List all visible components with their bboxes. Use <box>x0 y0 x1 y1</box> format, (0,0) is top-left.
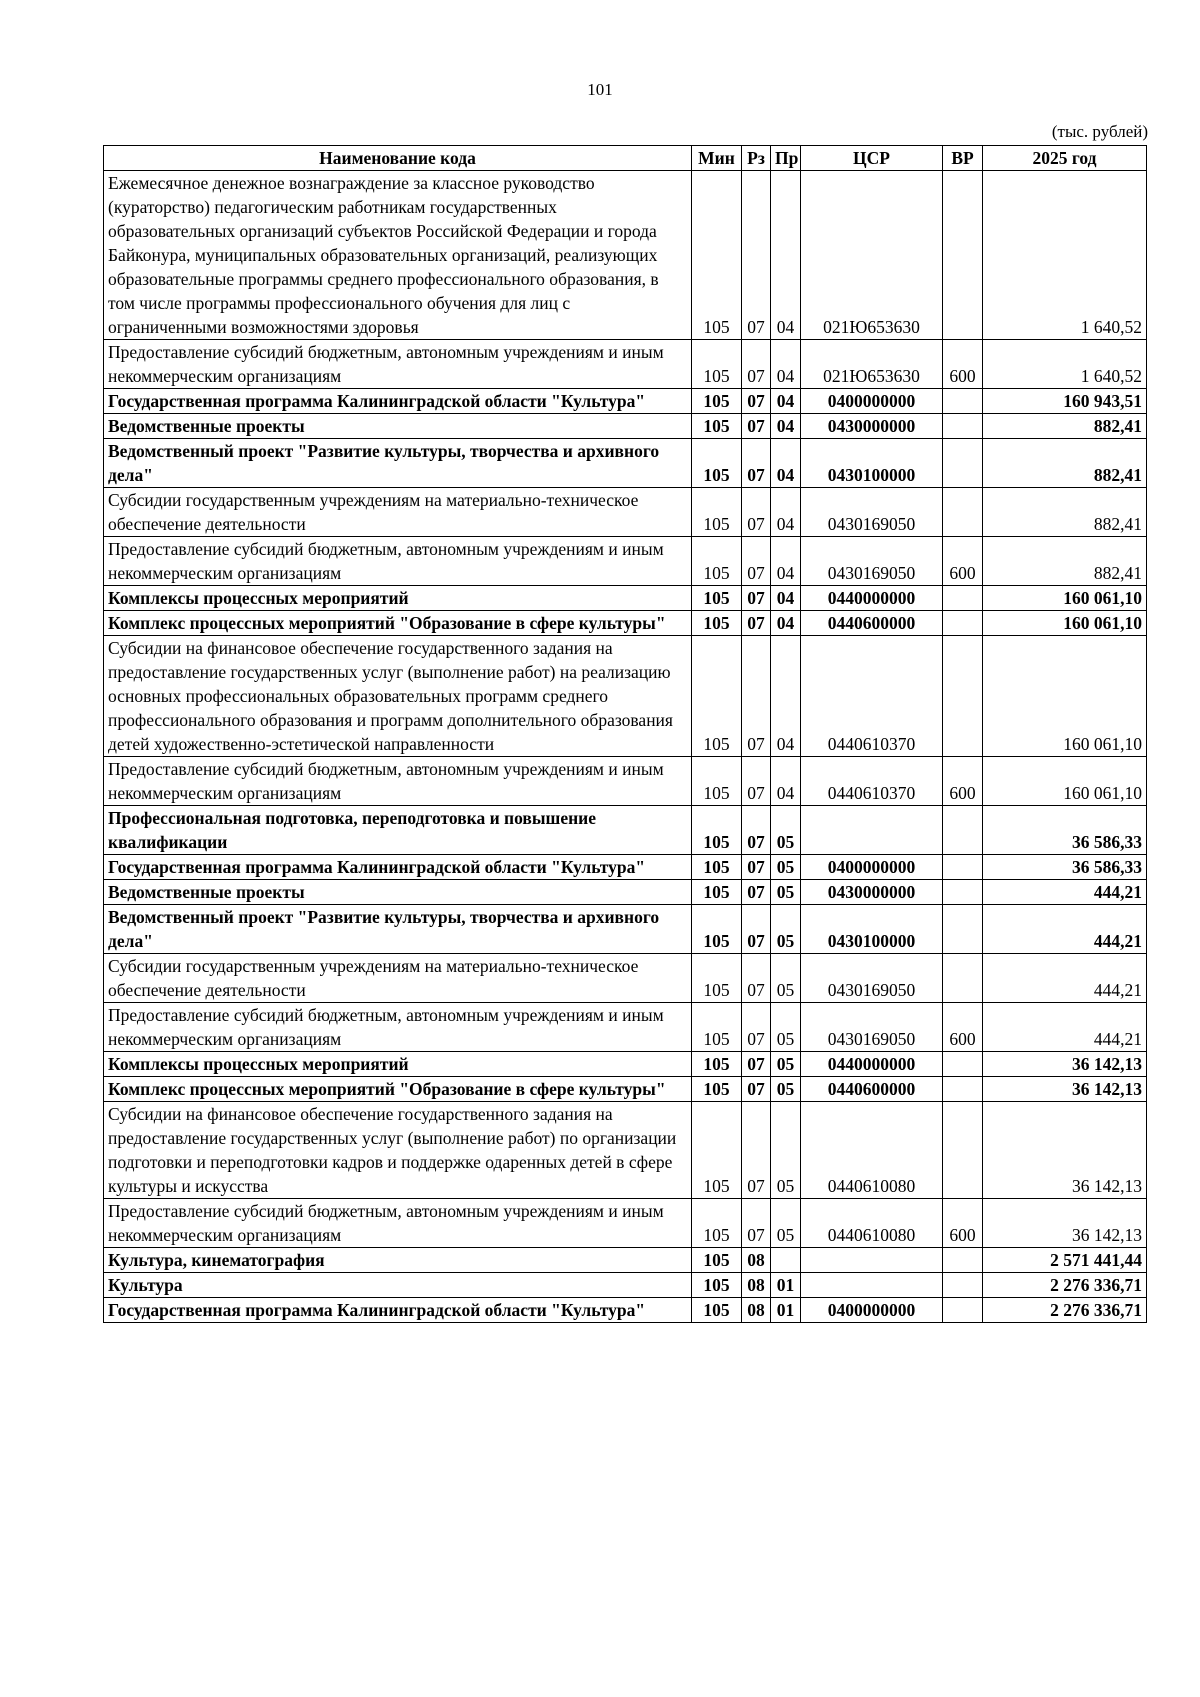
cell-pr: 05 <box>771 1052 801 1077</box>
cell-rz: 07 <box>742 611 771 636</box>
cell-vr <box>943 806 983 855</box>
cell-name: Культура <box>104 1273 692 1298</box>
cell-name: Комплексы процессных мероприятий <box>104 1052 692 1077</box>
cell-csr: 0440610370 <box>801 757 943 806</box>
cell-pr: 05 <box>771 1102 801 1199</box>
cell-pr: 01 <box>771 1273 801 1298</box>
cell-amount: 2 276 336,71 <box>983 1273 1147 1298</box>
cell-min: 105 <box>692 389 742 414</box>
cell-pr: 04 <box>771 757 801 806</box>
cell-csr: 0440610370 <box>801 636 943 757</box>
cell-vr <box>943 389 983 414</box>
cell-name: Государственная программа Калининградской области "Культура" <box>104 1298 692 1323</box>
cell-pr: 05 <box>771 1199 801 1248</box>
cell-csr: 0430169050 <box>801 1003 943 1052</box>
cell-rz: 07 <box>742 880 771 905</box>
cell-amount: 444,21 <box>983 1003 1147 1052</box>
cell-amount: 36 586,33 <box>983 806 1147 855</box>
cell-pr: 05 <box>771 905 801 954</box>
cell-csr: 0430100000 <box>801 439 943 488</box>
table-row <box>104 880 1147 905</box>
cell-pr: 04 <box>771 537 801 586</box>
cell-csr: 021Ю653630 <box>801 340 943 389</box>
cell-csr: 0440610080 <box>801 1199 943 1248</box>
cell-pr: 04 <box>771 636 801 757</box>
cell-rz: 07 <box>742 1102 771 1199</box>
cell-pr <box>771 1248 801 1273</box>
cell-name: Ежемесячное денежное вознаграждение за классное руководство (кураторство) педагогическим работникам государственных образовательных организаций субъектов Российской Федерации и города Байконура, муниципальных образовательных организаций, реализующих образовательные программы среднего профессионального образования, в том числе программы профессионального обучения для лиц с ограниченными возможностями здоровья <box>104 171 692 340</box>
cell-min: 105 <box>692 880 742 905</box>
cell-csr: 0430000000 <box>801 414 943 439</box>
header-csr: ЦСР <box>801 146 943 171</box>
cell-rz: 07 <box>742 488 771 537</box>
cell-name: Предоставление субсидий бюджетным, автономным учреждениям и иным некоммерческим организациям <box>104 757 692 806</box>
cell-rz: 07 <box>742 806 771 855</box>
header-pr: Пр <box>771 146 801 171</box>
table-row <box>104 414 1147 439</box>
cell-min: 105 <box>692 1298 742 1323</box>
table-row <box>104 1003 1147 1052</box>
cell-vr: 600 <box>943 340 983 389</box>
cell-amount: 2 276 336,71 <box>983 1298 1147 1323</box>
table-row <box>104 806 1147 855</box>
cell-csr: 0440000000 <box>801 1052 943 1077</box>
cell-min: 105 <box>692 1248 742 1273</box>
table-row <box>104 1298 1147 1323</box>
cell-csr: 0440000000 <box>801 586 943 611</box>
cell-vr <box>943 905 983 954</box>
cell-amount: 1 640,52 <box>983 171 1147 340</box>
cell-min: 105 <box>692 636 742 757</box>
cell-vr <box>943 855 983 880</box>
cell-vr <box>943 1298 983 1323</box>
cell-rz: 07 <box>742 636 771 757</box>
cell-amount: 444,21 <box>983 880 1147 905</box>
cell-vr <box>943 880 983 905</box>
cell-pr: 04 <box>771 389 801 414</box>
cell-vr: 600 <box>943 757 983 806</box>
cell-pr: 05 <box>771 1003 801 1052</box>
cell-csr: 0430000000 <box>801 880 943 905</box>
units-label: (тыс. рублей) <box>1051 122 1148 141</box>
cell-name: Предоставление субсидий бюджетным, автономным учреждениям и иным некоммерческим организациям <box>104 1199 692 1248</box>
cell-pr: 04 <box>771 439 801 488</box>
cell-vr <box>943 611 983 636</box>
table-row <box>104 1199 1147 1248</box>
table-row <box>104 1248 1147 1273</box>
cell-pr: 05 <box>771 1077 801 1102</box>
cell-csr: 0430100000 <box>801 905 943 954</box>
cell-amount: 2 571 441,44 <box>983 1248 1147 1273</box>
cell-name: Ведомственный проект "Развитие культуры, творчества и архивного дела" <box>104 905 692 954</box>
cell-amount: 882,41 <box>983 537 1147 586</box>
cell-name: Предоставление субсидий бюджетным, автономным учреждениям и иным некоммерческим организациям <box>104 340 692 389</box>
cell-pr: 04 <box>771 340 801 389</box>
cell-name: Профессиональная подготовка, переподготовка и повышение квалификации <box>104 806 692 855</box>
table-row <box>104 905 1147 954</box>
cell-name: Субсидии государственным учреждениям на материально-техническое обеспечение деятельности <box>104 488 692 537</box>
cell-csr: 0440600000 <box>801 611 943 636</box>
cell-min: 105 <box>692 340 742 389</box>
cell-csr <box>801 806 943 855</box>
cell-name: Комплексы процессных мероприятий <box>104 586 692 611</box>
cell-rz: 07 <box>742 1077 771 1102</box>
budget-table <box>103 145 1147 1323</box>
cell-csr: 0430169050 <box>801 537 943 586</box>
table-row <box>104 537 1147 586</box>
cell-rz: 07 <box>742 855 771 880</box>
cell-rz: 07 <box>742 905 771 954</box>
cell-vr <box>943 1077 983 1102</box>
table-row <box>104 855 1147 880</box>
cell-min: 105 <box>692 757 742 806</box>
cell-min: 105 <box>692 806 742 855</box>
cell-rz: 07 <box>742 1003 771 1052</box>
cell-rz: 07 <box>742 757 771 806</box>
cell-amount: 444,21 <box>983 954 1147 1003</box>
cell-amount: 1 640,52 <box>983 340 1147 389</box>
cell-amount: 36 142,13 <box>983 1077 1147 1102</box>
cell-min: 105 <box>692 488 742 537</box>
header-name: Наименование кода <box>104 146 692 171</box>
cell-name: Предоставление субсидий бюджетным, автономным учреждениям и иным некоммерческим организациям <box>104 1003 692 1052</box>
cell-min: 105 <box>692 954 742 1003</box>
cell-pr: 04 <box>771 414 801 439</box>
cell-amount: 160 943,51 <box>983 389 1147 414</box>
cell-pr: 04 <box>771 611 801 636</box>
table-row <box>104 1273 1147 1298</box>
table-row <box>104 586 1147 611</box>
cell-amount: 160 061,10 <box>983 636 1147 757</box>
cell-csr: 0430169050 <box>801 488 943 537</box>
cell-vr: 600 <box>943 537 983 586</box>
cell-name: Государственная программа Калининградской области "Культура" <box>104 855 692 880</box>
cell-rz: 07 <box>742 1199 771 1248</box>
cell-csr: 0400000000 <box>801 1298 943 1323</box>
cell-rz: 07 <box>742 537 771 586</box>
cell-amount: 36 142,13 <box>983 1052 1147 1077</box>
cell-min: 105 <box>692 1102 742 1199</box>
cell-amount: 882,41 <box>983 439 1147 488</box>
cell-vr <box>943 954 983 1003</box>
header-rz: Рз <box>742 146 771 171</box>
table-row <box>104 1077 1147 1102</box>
table-row <box>104 389 1147 414</box>
cell-vr <box>943 1248 983 1273</box>
cell-vr <box>943 171 983 340</box>
cell-name: Комплекс процессных мероприятий "Образование в сфере культуры" <box>104 1077 692 1102</box>
cell-vr: 600 <box>943 1003 983 1052</box>
cell-name: Ведомственный проект "Развитие культуры, творчества и архивного дела" <box>104 439 692 488</box>
cell-min: 105 <box>692 439 742 488</box>
cell-amount: 882,41 <box>983 414 1147 439</box>
cell-name: Ведомственные проекты <box>104 880 692 905</box>
cell-vr <box>943 488 983 537</box>
cell-amount: 160 061,10 <box>983 586 1147 611</box>
cell-csr: 0400000000 <box>801 389 943 414</box>
cell-rz: 08 <box>742 1298 771 1323</box>
table-row <box>104 954 1147 1003</box>
cell-min: 105 <box>692 414 742 439</box>
cell-rz: 08 <box>742 1273 771 1298</box>
cell-pr: 04 <box>771 586 801 611</box>
cell-pr: 05 <box>771 855 801 880</box>
header-vr: ВР <box>943 146 983 171</box>
cell-amount: 882,41 <box>983 488 1147 537</box>
cell-vr: 600 <box>943 1199 983 1248</box>
cell-amount: 36 142,13 <box>983 1199 1147 1248</box>
cell-name: Ведомственные проекты <box>104 414 692 439</box>
cell-min: 105 <box>692 905 742 954</box>
cell-amount: 444,21 <box>983 905 1147 954</box>
cell-pr: 04 <box>771 171 801 340</box>
cell-name: Государственная программа Калининградской области "Культура" <box>104 389 692 414</box>
cell-csr: 021Ю653630 <box>801 171 943 340</box>
page-number: 101 <box>587 80 613 99</box>
cell-name: Комплекс процессных мероприятий "Образование в сфере культуры" <box>104 611 692 636</box>
cell-rz: 07 <box>742 1052 771 1077</box>
table-body <box>104 171 1147 1323</box>
table-row <box>104 1052 1147 1077</box>
cell-pr: 05 <box>771 880 801 905</box>
cell-amount: 160 061,10 <box>983 611 1147 636</box>
cell-name: Культура, кинематография <box>104 1248 692 1273</box>
cell-vr <box>943 1273 983 1298</box>
cell-rz: 07 <box>742 414 771 439</box>
cell-vr <box>943 1102 983 1199</box>
cell-min: 105 <box>692 1199 742 1248</box>
cell-min: 105 <box>692 171 742 340</box>
header-amount: 2025 год <box>983 146 1147 171</box>
cell-min: 105 <box>692 611 742 636</box>
cell-vr <box>943 586 983 611</box>
cell-name: Предоставление субсидий бюджетным, автономным учреждениям и иным некоммерческим организациям <box>104 537 692 586</box>
cell-rz: 07 <box>742 389 771 414</box>
cell-vr <box>943 1052 983 1077</box>
cell-min: 105 <box>692 1052 742 1077</box>
cell-csr <box>801 1248 943 1273</box>
table-row <box>104 611 1147 636</box>
cell-vr <box>943 439 983 488</box>
cell-amount: 36 142,13 <box>983 1102 1147 1199</box>
cell-min: 105 <box>692 586 742 611</box>
cell-rz: 07 <box>742 586 771 611</box>
cell-min: 105 <box>692 1003 742 1052</box>
table-row <box>104 340 1147 389</box>
cell-pr: 04 <box>771 488 801 537</box>
table-row <box>104 439 1147 488</box>
cell-amount: 160 061,10 <box>983 757 1147 806</box>
cell-csr: 0440600000 <box>801 1077 943 1102</box>
cell-min: 105 <box>692 1273 742 1298</box>
header-min: Мин <box>692 146 742 171</box>
cell-pr: 01 <box>771 1298 801 1323</box>
cell-rz: 07 <box>742 439 771 488</box>
table-row <box>104 1102 1147 1199</box>
cell-min: 105 <box>692 1077 742 1102</box>
cell-rz: 07 <box>742 340 771 389</box>
cell-csr: 0400000000 <box>801 855 943 880</box>
cell-pr: 05 <box>771 806 801 855</box>
table-row <box>104 171 1147 340</box>
cell-csr <box>801 1273 943 1298</box>
cell-vr <box>943 414 983 439</box>
table-row <box>104 757 1147 806</box>
table-header-row <box>104 146 1147 171</box>
cell-vr <box>943 636 983 757</box>
cell-pr: 05 <box>771 954 801 1003</box>
cell-min: 105 <box>692 537 742 586</box>
cell-name: Субсидии государственным учреждениям на материально-техническое обеспечение деятельности <box>104 954 692 1003</box>
cell-name: Субсидии на финансовое обеспечение государственного задания на предоставление государственных услуг (выполнение работ) на реализацию основных профессиональных образовательных программ среднего профессионального образования и программ дополнительного образования детей художественно-эстетической направленности <box>104 636 692 757</box>
cell-csr: 0440610080 <box>801 1102 943 1199</box>
table-row <box>104 636 1147 757</box>
cell-rz: 07 <box>742 171 771 340</box>
cell-name: Субсидии на финансовое обеспечение государственного задания на предоставление государственных услуг (выполнение работ) по организации подготовки и переподготовки кадров и поддержке одаренных детей в сфере культуры и искусства <box>104 1102 692 1199</box>
table-row <box>104 488 1147 537</box>
cell-rz: 08 <box>742 1248 771 1273</box>
cell-rz: 07 <box>742 954 771 1003</box>
cell-min: 105 <box>692 855 742 880</box>
cell-csr: 0430169050 <box>801 954 943 1003</box>
cell-amount: 36 586,33 <box>983 855 1147 880</box>
